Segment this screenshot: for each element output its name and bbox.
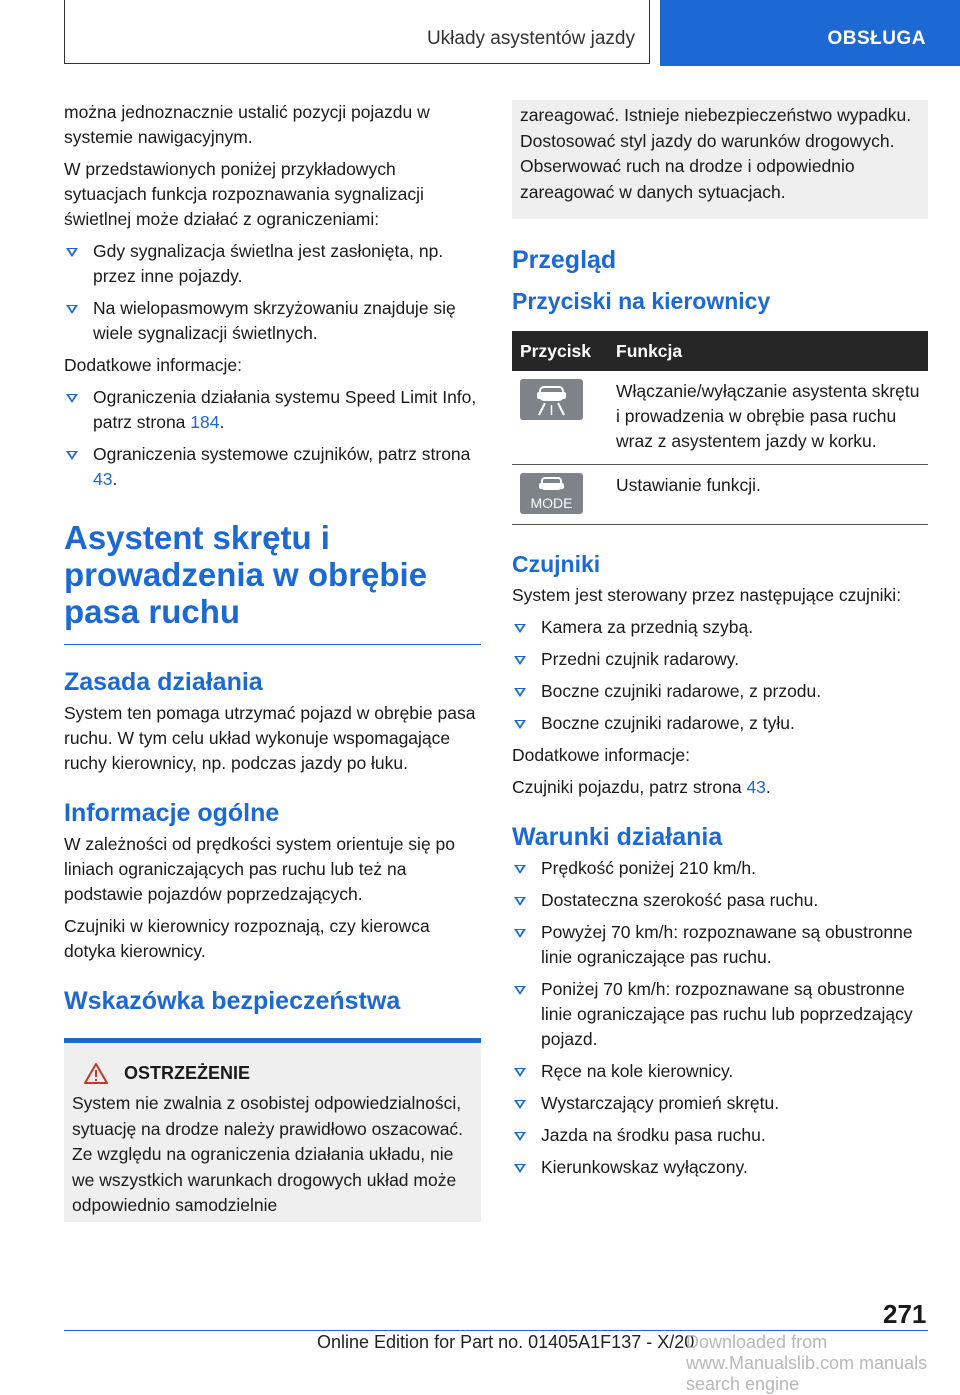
list-item: Na wielopasmowym skrzyżowaniu znajduje się wiele sygnalizacji świetlnych. [64, 296, 481, 346]
heading-overview: Przegląd [512, 246, 617, 274]
list-item: Kamera za przednią szybą. [512, 615, 928, 640]
bullet-triangle-icon [514, 656, 526, 665]
heading-safety: Wskazówka bezpieczeństwa [64, 987, 401, 1015]
paragraph: Czujniki w kierownicy rozpoznają, czy kierowca dotyka kierownicy. [64, 916, 430, 961]
list-item: Poniżej 70 km/h: rozpoznawane są obustronne linie ograniczające pas ruchu lub poprzedzający pojazd. [512, 977, 928, 1052]
list-item: Boczne czujniki radarowe, z tyłu. [512, 711, 928, 736]
edition-text: Online Edition for Part no. 01405A1F137 - X/20 [317, 1332, 695, 1352]
warning-title: OSTRZEŻENIE [72, 1061, 473, 1086]
table-row [512, 371, 928, 465]
bullet-triangle-icon [514, 1164, 526, 1173]
page-number: 271 [883, 1299, 927, 1329]
bullet-triangle-icon [514, 865, 526, 874]
conditions-list [512, 856, 928, 1180]
table-row [512, 465, 928, 525]
function-cell: Włączanie/wyłączanie asystenta skrętu i prowadzenia w obrębie pasa ruchu wraz z asystentem jazdy w korku. [608, 371, 928, 465]
bullet-triangle-icon [514, 1068, 526, 1077]
list-item: Ręce na kole kierownicy. [512, 1059, 928, 1084]
list-item: Prędkość poniżej 210 km/h. [512, 856, 928, 881]
list-item: Boczne czujniki radarowe, z przodu. [512, 679, 928, 704]
extra-info-list [64, 385, 481, 492]
section-title: OBSŁUGA [827, 28, 926, 49]
page-link-184[interactable]: 184 [190, 412, 220, 432]
bullet-triangle-icon [66, 451, 78, 460]
watermark-text: Downloaded from www.Manualslib.com manuals search engine [686, 1332, 928, 1394]
list-item: Kierunkowskaz wyłączony. [512, 1155, 928, 1180]
warning-triangle-icon [84, 1063, 108, 1084]
paragraph: Czujniki pojazdu, patrz strona 43. [512, 777, 771, 797]
footer-divider [64, 1330, 928, 1331]
bullet-triangle-icon [514, 624, 526, 633]
function-cell: Ustawianie funkcji. [608, 465, 928, 525]
buttons-table [512, 331, 928, 525]
paragraph: System jest sterowany przez następujące czujniki: [512, 585, 902, 605]
page-link-43[interactable]: 43 [746, 777, 766, 797]
main-heading: Asystent skrętu i prowadzenia w obrębie pasa ruchu [64, 519, 481, 645]
warning-text: System nie zwalnia z osobistej odpowiedzialności, sytuację na drodze należy prawidłowo oszacować. Ze względu na ograniczenia działania układu, nie we wszystkich warunkach drogowych układ może odpowiednio samodzielnie [72, 1093, 464, 1215]
bullet-triangle-icon [514, 929, 526, 938]
warning-box [64, 1038, 481, 1222]
list-item: Powyżej 70 km/h: rozpoznawane są obustronne linie ograniczające pas ruchu. [512, 920, 928, 970]
header-section-box [660, 0, 960, 66]
limitation-list [64, 239, 481, 346]
chapter-title: Układy asystentów jazdy [426, 28, 635, 49]
column-header-button: Przycisk [512, 331, 608, 371]
list-item: Ograniczenia działania systemu Speed Limit Info, patrz strona 184. [64, 385, 481, 435]
heading-principle: Zasada działania [64, 668, 263, 696]
mode-label: MODE [530, 495, 573, 511]
paragraph: W przedstawionych poniżej przykładowych sytuacjach funkcja rozpoznawania sygnalizacji świetlnej może działać z ograniczeniami: [64, 159, 424, 229]
list-item: Wystarczający promień skrętu. [512, 1091, 928, 1116]
heading-steering-buttons: Przyciski na kierownicy [512, 288, 771, 314]
list-item: Przedni czujnik radarowy. [512, 647, 928, 672]
header-chapter-box [64, 0, 650, 64]
sensors-list [512, 615, 928, 736]
heading-sensors: Czujniki [512, 551, 601, 577]
page-header [0, 0, 960, 66]
list-item: Dostateczna szerokość pasa ruchu. [512, 888, 928, 913]
bullet-triangle-icon [514, 897, 526, 906]
lane-assist-button-icon [520, 379, 583, 420]
list-item: Ograniczenia systemowe czujników, patrz strona 43. [64, 442, 481, 492]
column-header-function: Funkcja [608, 331, 928, 371]
bullet-triangle-icon [514, 986, 526, 995]
bullet-triangle-icon [514, 1100, 526, 1109]
paragraph: System ten pomaga utrzymać pojazd w obrębie pasa ruchu. W tym celu układ wykonuje wspomagające ruchy kierownicy, np. podczas jazdy po łuku. [64, 703, 476, 773]
list-item: Jazda na środku pasa ruchu. [512, 1123, 928, 1148]
bullet-triangle-icon [66, 248, 78, 257]
heading-general-info: Informacje ogólne [64, 799, 280, 827]
right-column [512, 100, 928, 1187]
table-header-row [512, 331, 928, 371]
extra-info-label: Dodatkowe informacje: [64, 355, 242, 375]
warning-box-continued: zareagować. Istnieje niebezpieczeństwo wypadku. Dostosować styl jazdy do warunków drogowych. Obserwować ruch na drodze i odpowiednio zareagować w danych sytuacjach. [512, 100, 928, 219]
extra-info-label: Dodatkowe informacje: [512, 745, 690, 765]
bullet-triangle-icon [514, 688, 526, 697]
paragraph: można jednoznacznie ustalić pozycji pojazdu w systemie nawigacyjnym. [64, 102, 430, 147]
mode-button-icon [520, 473, 583, 514]
left-column [64, 100, 481, 1222]
heading-conditions: Warunki działania [512, 823, 723, 851]
paragraph: W zależności od prędkości system orientuje się po liniach ograniczających pas ruchu lub też na podstawie pojazdów poprzedzających. [64, 834, 456, 904]
bullet-triangle-icon [514, 1132, 526, 1141]
bullet-triangle-icon [514, 720, 526, 729]
bullet-triangle-icon [66, 394, 78, 403]
page-link-43[interactable]: 43 [93, 469, 113, 489]
list-item: Gdy sygnalizacja świetlna jest zasłonięta, np. przez inne pojazdy. [64, 239, 481, 289]
bullet-triangle-icon [66, 305, 78, 314]
